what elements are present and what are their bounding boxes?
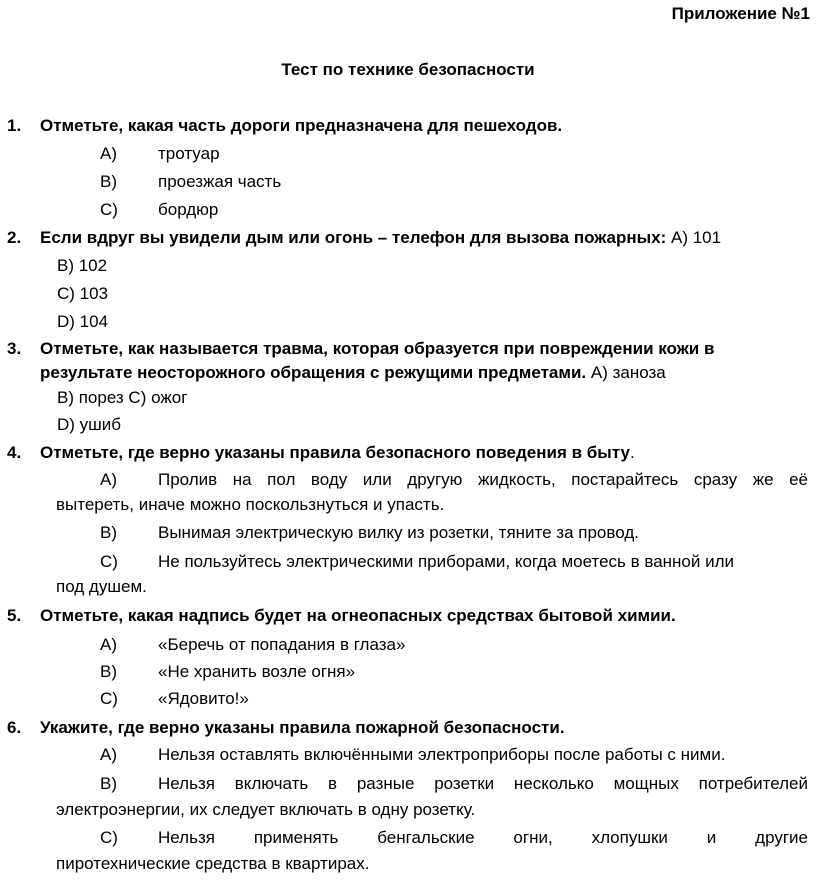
q3-option-a: A) заноза [590, 363, 666, 382]
question-1-number: 1. [7, 116, 22, 135]
q6-option-c-line1: Нельзя применять бенгальские огни, хлопушки и другие [158, 828, 808, 847]
question-2-number: 2. [7, 228, 22, 247]
q4-option-a-letter: A) [100, 470, 117, 489]
question-3-text-line1: Отметьте, как называется травма, которая образуется при повреждении кожи в [40, 339, 715, 358]
question-5-number: 5. [7, 606, 22, 625]
q1-option-a-text: тротуар [158, 144, 220, 163]
question-4-text: Отметьте, где верно указаны правила безопасного поведения в быту [40, 443, 631, 462]
question-6-text: Укажите, где верно указаны правила пожарной безопасности. [40, 718, 565, 737]
q6-option-c-line2: пиротехнические средства в квартирах. [56, 854, 370, 873]
q4-option-a-line1: Пролив на пол воду или другую жидкость, постарайтесь сразу же её [158, 470, 808, 489]
question-2-text: Если вдруг вы увидели дым или огонь – телефон для вызова пожарных: [40, 228, 667, 247]
q3-option-d: D) ушиб [57, 415, 122, 434]
q5-option-a-text: «Беречь от попадания в глаза» [158, 635, 406, 654]
q2-option-b: B) 102 [57, 256, 108, 275]
q4-option-b-text: Вынимая электрическую вилку из розетки, тяните за провод. [158, 523, 639, 542]
q4-option-c-line1: Не пользуйтесь электрическими приборами, когда моетесь в ванной или [158, 552, 735, 571]
q1-option-a-letter: A) [100, 144, 117, 163]
q4-option-b-letter: B) [100, 523, 117, 542]
q3-option-bc: B) порез C) ожог [57, 388, 188, 407]
q6-option-b-line2: электроэнергии, их следует включать в одну розетку. [56, 800, 476, 819]
question-2-line [40, 228, 721, 248]
question-4-number: 4. [7, 443, 22, 462]
question-5-text: Отметьте, какая надпись будет на огнеопасных средствах бытовой химии. [40, 606, 676, 625]
q4-option-c-letter: C) [100, 552, 118, 571]
q1-option-c-text: бордюр [158, 200, 219, 219]
q2-option-a: A) 101 [671, 228, 722, 247]
question-1-text: Отметьте, какая часть дороги предназначена для пешеходов. [40, 116, 563, 135]
q4-option-c-line2: под душем. [56, 577, 147, 596]
q5-option-c-text: «Ядовито!» [158, 689, 249, 708]
q6-option-c-letter: C) [100, 828, 118, 847]
q6-option-b-letter: B) [100, 774, 117, 793]
question-4-period: . [630, 443, 635, 462]
question-4-line [40, 443, 635, 463]
question-6-number: 6. [7, 718, 22, 737]
question-3-line2 [40, 363, 666, 383]
q6-option-a-text: Нельзя оставлять включёнными электроприборы после работы с ними. [158, 745, 726, 764]
q6-option-b-line1: Нельзя включать в разные розетки несколько мощных потребителей [158, 774, 808, 793]
q6-option-a-letter: A) [100, 745, 117, 764]
q1-option-b-letter: B) [100, 172, 117, 191]
q1-option-c-letter: C) [100, 200, 118, 219]
q5-option-c-letter: C) [100, 689, 118, 708]
q2-option-c: C) 103 [57, 284, 109, 303]
question-3-number: 3. [7, 339, 22, 358]
appendix-label: Приложение №1 [671, 4, 810, 23]
question-3-text-line2: результате неосторожного обращения с режущими предметами. [40, 363, 587, 382]
q5-option-b-text: «Не хранить возле огня» [158, 662, 356, 681]
page-title: Тест по технике безопасности [281, 60, 535, 79]
q2-option-d: D) 104 [57, 312, 109, 331]
q1-option-b-text: проезжая часть [158, 172, 282, 191]
q4-option-a-line2: вытереть, иначе можно поскользнуться и упасть. [56, 495, 445, 514]
q5-option-b-letter: B) [100, 662, 117, 681]
q5-option-a-letter: A) [100, 635, 117, 654]
